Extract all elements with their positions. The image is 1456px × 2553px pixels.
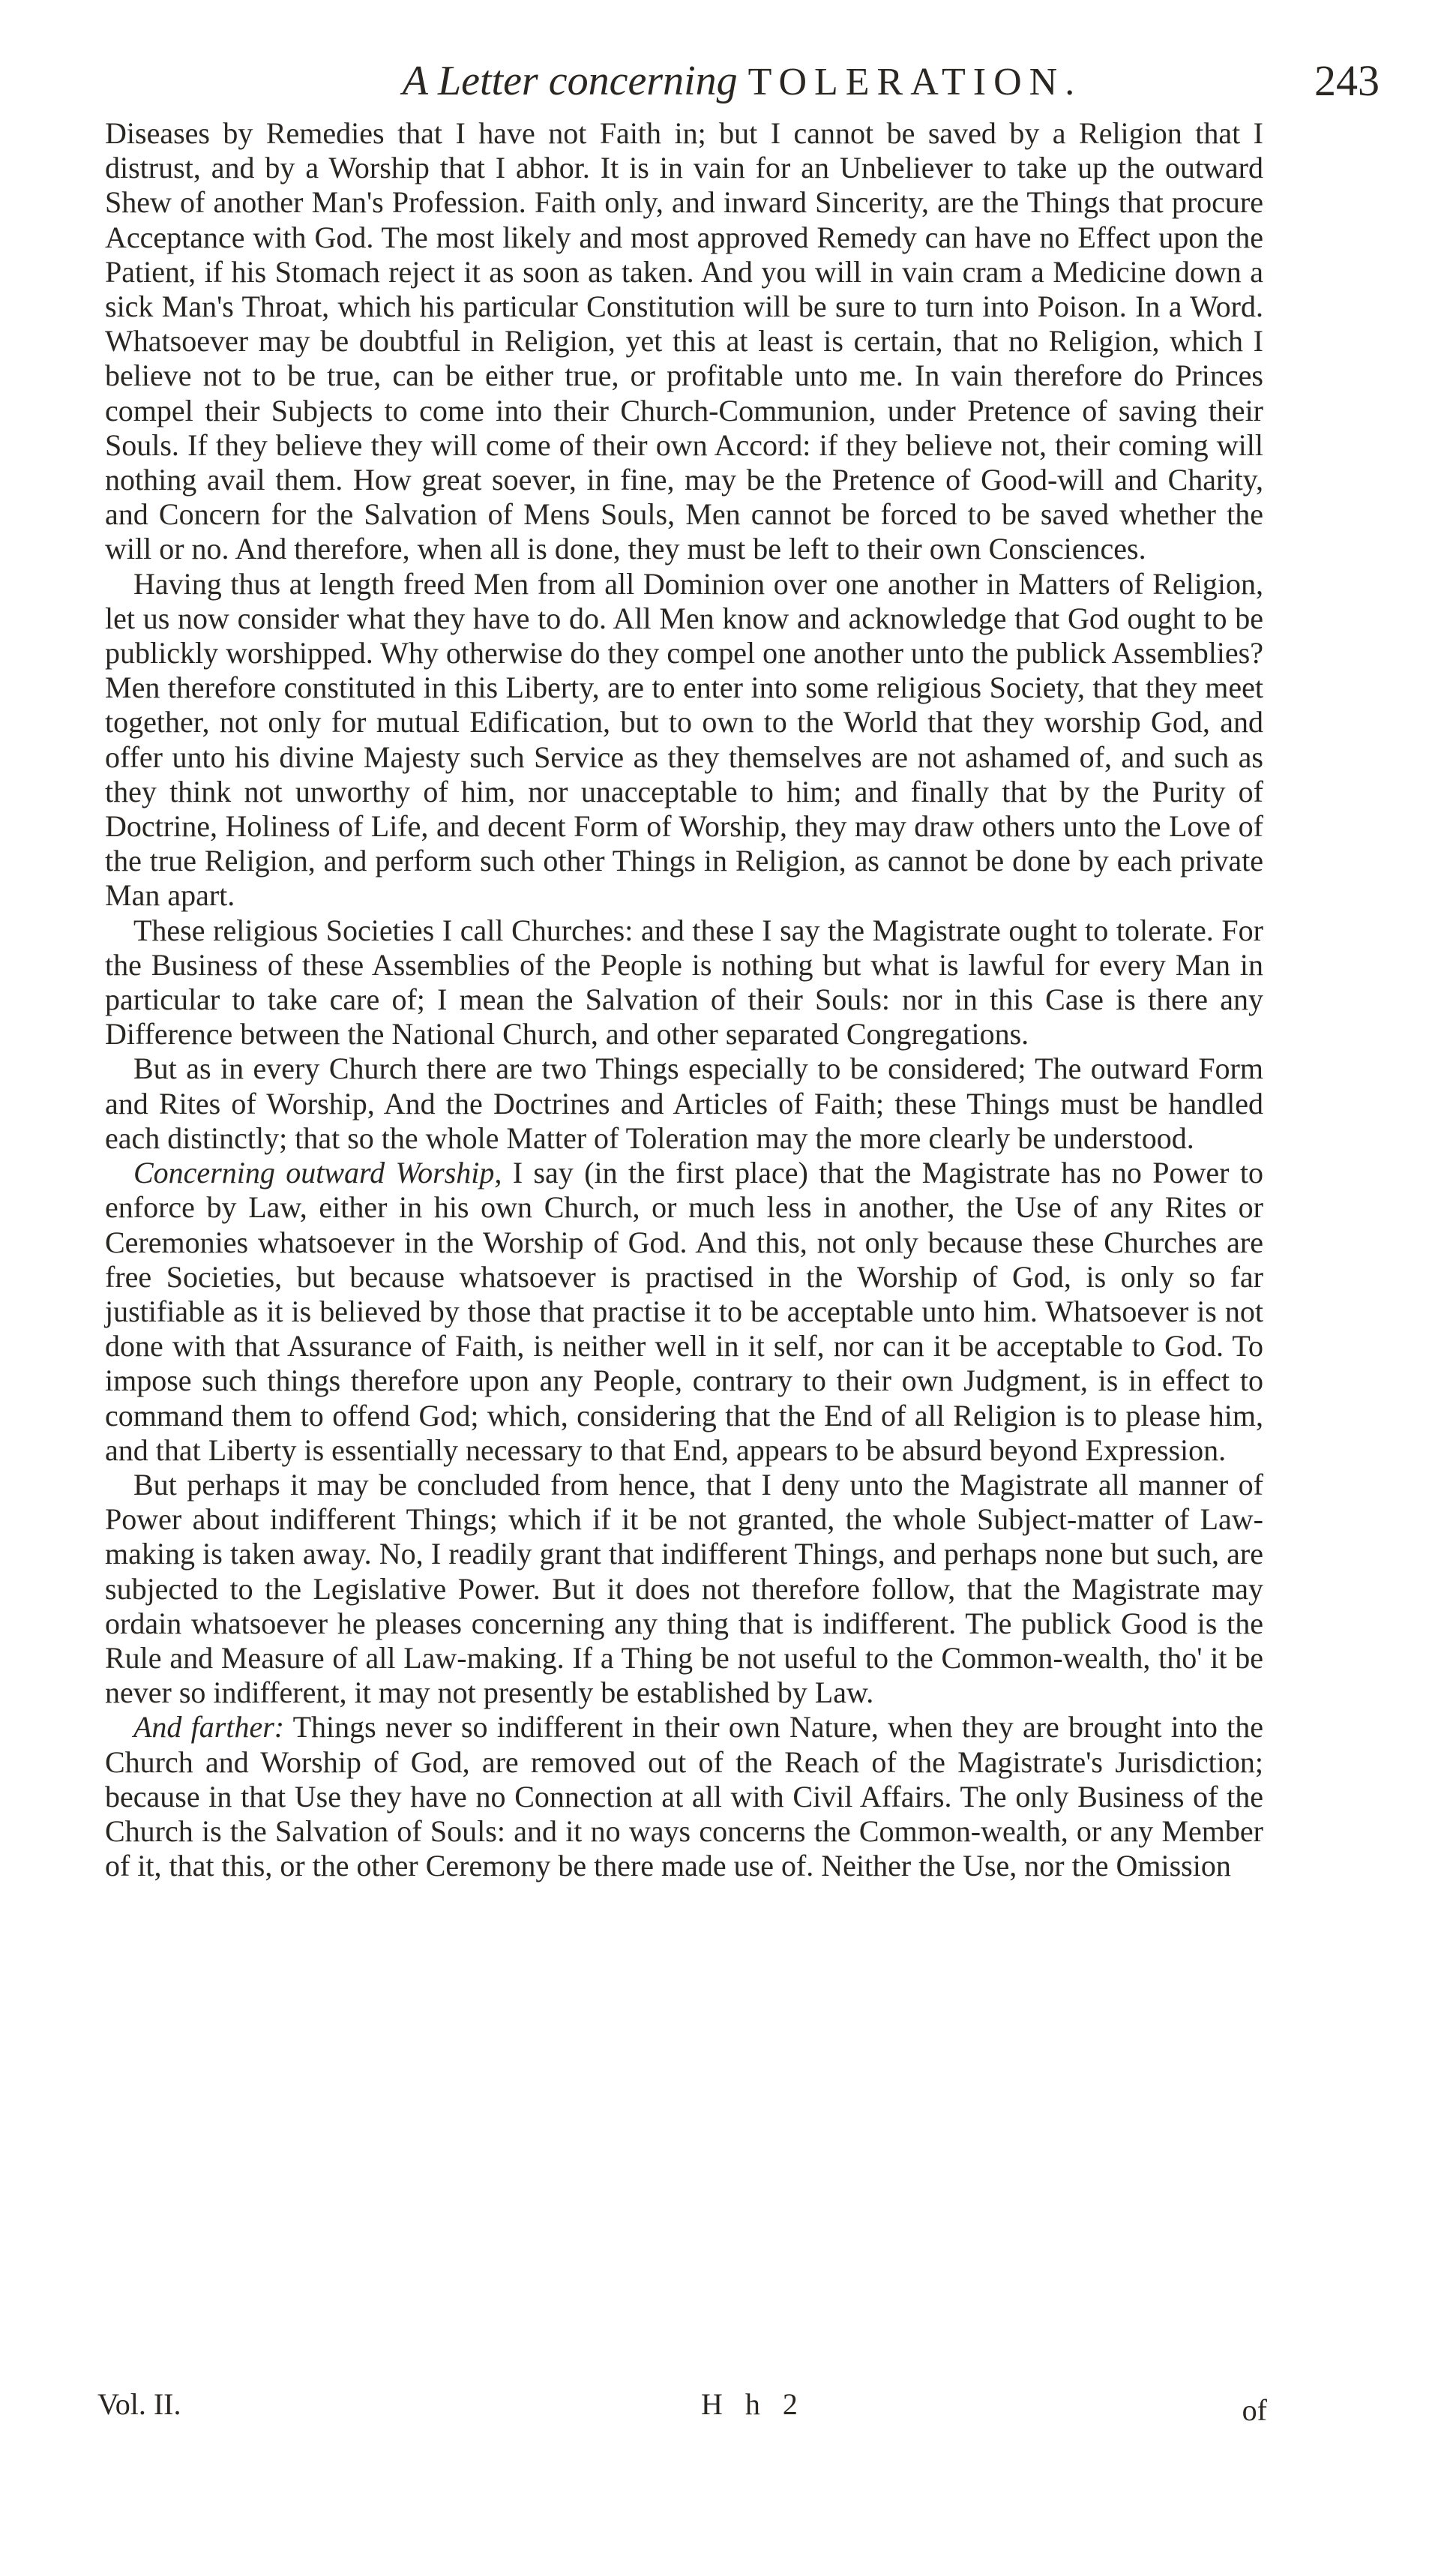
body-text	[105, 116, 1263, 1883]
page-header	[105, 51, 1380, 111]
paragraph-text: Things never so indifferent in their own Nature, when they are brought into the Church and Worship of God, are removed out of the Reach of the Magistrate's Jurisdiction; because in that Use they have no Connection at all with Civil Affairs. The only Business of the Church is the Salvation of Souls: and it no ways concerns the Common-wealth, or any Member of it, that this, or the other Ceremony be there made use of. Neither the Use, nor the Omission	[105, 1710, 1263, 1883]
paragraph-1	[105, 116, 1263, 567]
paragraph-text: Diseases by Remedies that I have not Faith in; but I cannot be saved by a Religion that I distrust, and by a Worship that I abhor. It is in vain for an Unbeliever to take up the outward Shew of another Man's Profession. Faith only, and inward Sincerity, are the Things that procure Acceptance with God. The most likely and most approved Remedy can have no Effect upon the Patient, if his Stomach reject it as soon as taken. And you will in vain cram a Medicine down a sick Man's Throat, which his particular Constitution will be sure to turn into Poison. In a Word. Whatsoever may be doubtful in Religion, yet this at least is certain, that no Religion, which I believe not to be true, can be either true, or profitable unto me. In vain therefore do Princes compel their Subjects to come into their Church-Communion, under Pretence of saving their Souls. If they believe they will come of their own Accord: if they believe not, their coming will nothing avail them. How great soever, in fine, may be the Pretence of Good-will and Charity, and Concern for the Salvation of Mens Souls, Men cannot be forced to be saved whether the will or no. And therefore, when all is done, they must be left to their own Consciences.	[105, 116, 1263, 566]
paragraph-6	[105, 1468, 1263, 1710]
paragraph-text: But perhaps it may be concluded from hence, that I deny unto the Magistrate all manner of Power about indifferent Things; which if it be not granted, the whole Subject-matter of Law-making is taken away. No, I readily grant that indifferent Things, and perhaps none but such, are subjected to the Legislative Power. But it does not therefore follow, that the Magistrate may ordain whatsoever he pleases concerning any thing that is indifferent. The publick Good is the Rule and Measure of all Law-making. If a Thing be not useful to the Common-wealth, tho' it be never so indifferent, it may not presently be established by Law.	[105, 1467, 1263, 1710]
paragraph-text: These religious Societies I call Churches: and these I say the Magistrate ought to tolerate. For the Business of these Assemblies of the People is nothing but what is lawful for every Man in particular to take care of; I mean the Salvation of their Souls: nor in this Case is there any Difference between the National Church, and other separated Congregations.	[105, 913, 1263, 1052]
catchword: of	[1242, 2393, 1267, 2427]
paragraph-3	[105, 914, 1263, 1052]
page-number: 243	[1314, 56, 1380, 105]
paragraph-lead-in: Concerning outward Worship,	[133, 1156, 502, 1190]
signature-mark: H h 2	[701, 2387, 805, 2421]
paragraph-2	[105, 567, 1263, 914]
paragraph-5	[105, 1156, 1263, 1468]
page-footer	[97, 2382, 1267, 2427]
paragraph-lead-in: And farther:	[133, 1710, 285, 1744]
paragraph-text: I say (in the first place) that the Magistrate has no Power to enforce by Law, either in his own Church, or much less in another, the Use of any Rites or Ceremonies whatsoever in the Worship of God. And this, not only because these Churches are free Societies, but because whatsoever is practised in the Worship of God, is only so far justifiable as it is believed by those that practise it to be acceptable unto him. Whatsoever is not done with that Assurance of Faith, is neither well in it self, nor can it be acceptable to God. To impose such things therefore upon any People, contrary to their own Judgment, is in effect to command them to offend God; which, considering that the End of all Religion is to please him, and that Liberty is essentially necessary to that End, appears to be absurd beyond Expression.	[105, 1156, 1263, 1467]
paragraph-7	[105, 1710, 1263, 1883]
volume-label: Vol. II.	[97, 2387, 181, 2421]
running-title-caps: TOLERATION.	[747, 61, 1083, 104]
paragraph-text: But as in every Church there are two Things especially to be considered; The outward Form and Rites of Worship, And the Doctrines and Articles of Faith; these Things must be handled each distinctly; that so the whole Matter of Toleration may the more clearly be understood.	[105, 1052, 1263, 1155]
paragraph-text: Having thus at length freed Men from all Dominion over one another in Matters of Religion, let us now consider what they have to do. All Men know and acknowledge that God ought to be publickly worshipped. Why otherwise do they compel one another unto the publick Assemblies? Men therefore constituted in this Liberty, are to enter into some religious Society, that they meet together, not only for mutual Edification, but to own to the World that they worship God, and offer unto his divine Majesty such Service as they themselves are not ashamed of, and such as they think not unworthy of him, nor unacceptable to him; and finally that by the Purity of Doctrine, Holiness of Life, and decent Form of Worship, they may draw others unto the Love of the true Religion, and perform such other Things in Religion, as cannot be done by each private Man apart.	[105, 566, 1263, 913]
running-title-italic: A Letter concerning	[402, 58, 738, 104]
paragraph-4	[105, 1052, 1263, 1156]
running-title	[105, 51, 1380, 112]
